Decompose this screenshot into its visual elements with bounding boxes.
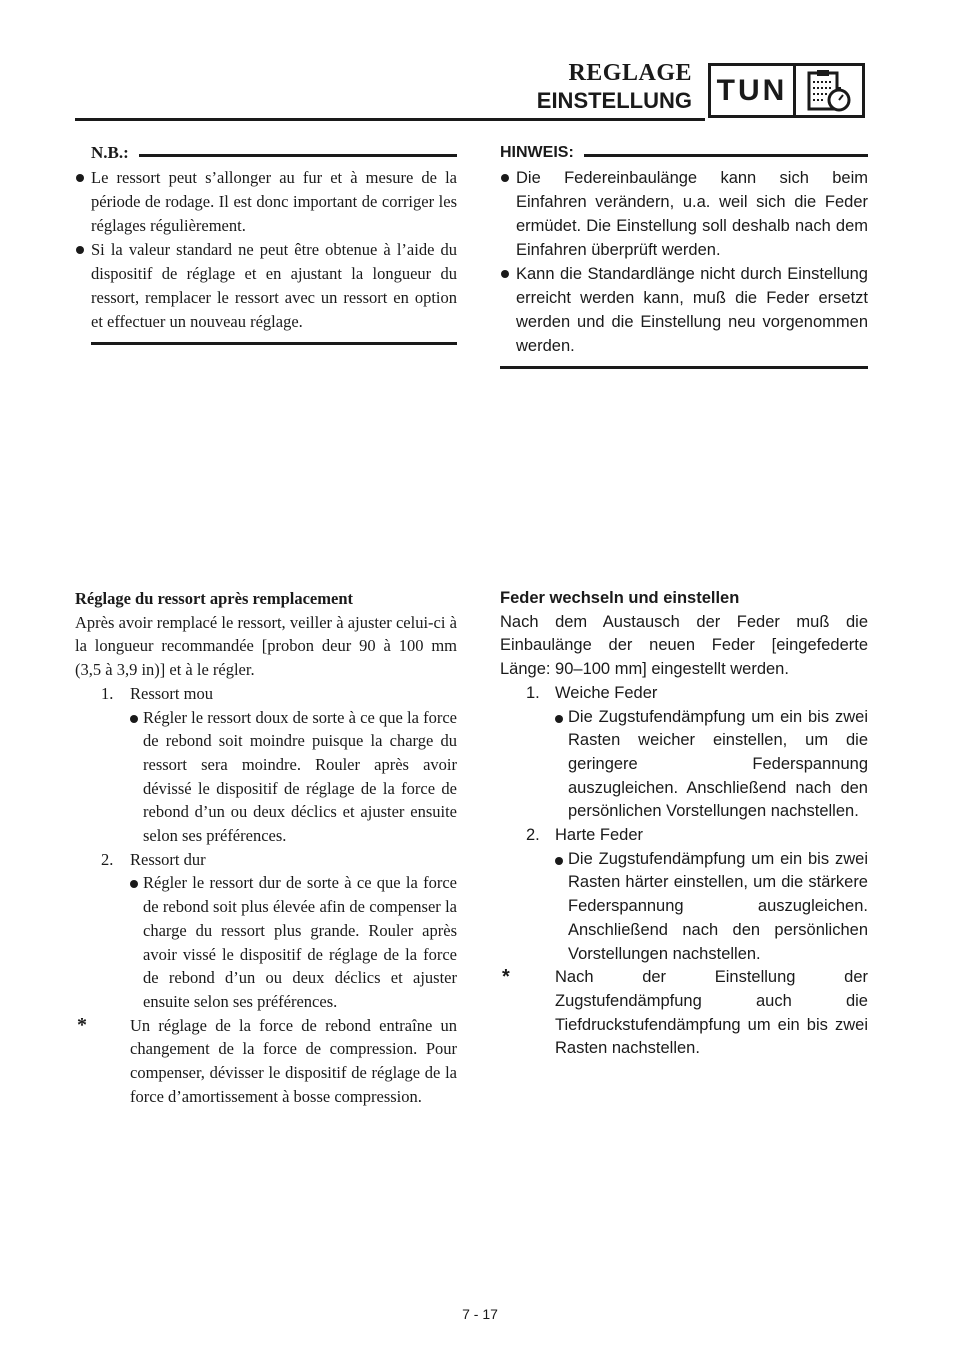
procedure-de-step-2 [500, 824, 868, 848]
section-tab [708, 63, 865, 118]
bullet-icon [501, 270, 509, 278]
procedure-de-step-1 [500, 682, 868, 706]
procedure-fr [75, 587, 457, 1108]
procedure-de-title: Feder wechseln und einstellen [500, 589, 740, 607]
step-number: 1. [101, 683, 114, 703]
procedure-de-step-1-bullet: Die Zugstufendämpfung um ein bis zwei Rasten weicher einstellen, um die geringere Federspannung auszugleichen. Anschließend nach den persönlichen Vorstellungen nachstellen. [500, 706, 868, 825]
procedure-fr-star-note: * Un réglage de la force de rebond entraîne un changement de la force de compression. Pour compenser, dévisser le dispositif de réglage de la force d’amortissement à bosse compression. [77, 1013, 457, 1106]
bullet-icon [555, 857, 563, 865]
bullet-icon [130, 715, 138, 723]
procedure-fr-step-2-bullet: Régler le ressort dur de sorte à ce que la force de rebond soit plus élevée afin de compenser la charge du ressort plus grande. Rouler après avoir vissé le dispositif de réglage de la force de rebond d’un ou deux déclics et ajuster ensuite selon ses préférences. [75, 871, 457, 1013]
step-number: 1. [526, 683, 540, 702]
procedure-fr-step-1-bullet: Régler le ressort doux de sorte à ce que la force de rebond soit moindre puisque la charge du ressort sera moindre. Rouler après avoir dévissé le dispositif de réglage de la force de rebond d’un ou deux déclics et ajuster ensuite selon ses préférences. [75, 706, 457, 848]
step-label: Weiche Feder [555, 683, 658, 702]
step-number: 2. [101, 849, 114, 869]
note-fr-label: N.B.: [91, 143, 129, 162]
procedure-fr-intro: Après avoir remplacé le ressort, veiller à ajuster celui-ci à la longueur recommandée [probon deur 90 à 100 mm (3,5 à 3,9 in)] et à le régler. [75, 612, 457, 680]
note-de-label: HINWEIS: [500, 144, 574, 161]
clipboard-stopwatch-icon [799, 69, 859, 113]
step-label: Ressort mou [130, 683, 213, 703]
note-de-item: Die Federeinbaulänge kann sich beim Einfahren verändern, u.a. weil sich die Feder ermüdet. Die Einstellung soll deshalb nach dem Einfahren überprüft werden. [500, 166, 868, 262]
note-fr-bottom-rule [91, 342, 457, 345]
section-code: TUN [711, 66, 796, 115]
procedure-de-intro: Nach dem Austausch der Feder muß die Einbaulänge der neuen Feder [eingefederte Länge: 90–100 mm] eingestellt werden. [500, 612, 868, 679]
bullet-icon [76, 174, 84, 182]
note-fr-top-rule [139, 154, 457, 157]
note-de [500, 142, 868, 369]
procedure-de [500, 587, 868, 1061]
header-rule [75, 118, 705, 121]
note-fr-item: Le ressort peut s’allonger au fur et à mesure de la période de rodage. Il est donc important de corriger les réglages régulièrement. [75, 166, 457, 238]
note-de-bottom-rule [500, 366, 868, 369]
bullet-icon [130, 880, 138, 888]
procedure-de-step-2-bullet: Die Zugstufendämpfung um ein bis zwei Rasten härter einstellen, um die stärkere Federspannung auszugleichen. Anschließend nach den persönlichen Vorstellungen nachstellen. [500, 848, 868, 967]
note-fr [75, 142, 457, 345]
header-title-fr: REGLAGE [568, 60, 692, 86]
step-label: Harte Feder [555, 826, 644, 845]
asterisk-icon: * [502, 966, 510, 989]
procedure-fr-title: Réglage du ressort après remplacement [75, 589, 353, 608]
bullet-icon [76, 246, 84, 254]
procedure-fr-step-2 [75, 848, 457, 872]
note-de-top-rule [584, 154, 868, 157]
step-number: 2. [526, 826, 540, 845]
asterisk-icon: * [77, 1013, 87, 1036]
bullet-icon [555, 715, 563, 723]
note-de-item: Kann die Standardlänge nicht durch Einstellung erreicht werden kann, muß die Feder ersetzt werden und die Einstellung neu vorgenommen werden. [500, 262, 868, 358]
procedure-de-star-note: * Nach der Einstellung der Zugstufendämpfung auch die Tiefdruckstufendämpfung um ein bis zwei Rasten nachstellen. [502, 966, 868, 1058]
header-title-de: EINSTELLUNG [536, 88, 692, 113]
note-fr-item: Si la valeur standard ne peut être obtenue à l’aide du dispositif de réglage et en ajustant la longueur du ressort, remplacer le ressort avec un ressort en option et effectuer un nouveau réglage. [75, 238, 457, 334]
page-number: 7 - 17 [462, 1306, 498, 1322]
bullet-icon [501, 174, 509, 182]
step-label: Ressort dur [130, 849, 206, 869]
procedure-fr-step-1 [75, 682, 457, 706]
